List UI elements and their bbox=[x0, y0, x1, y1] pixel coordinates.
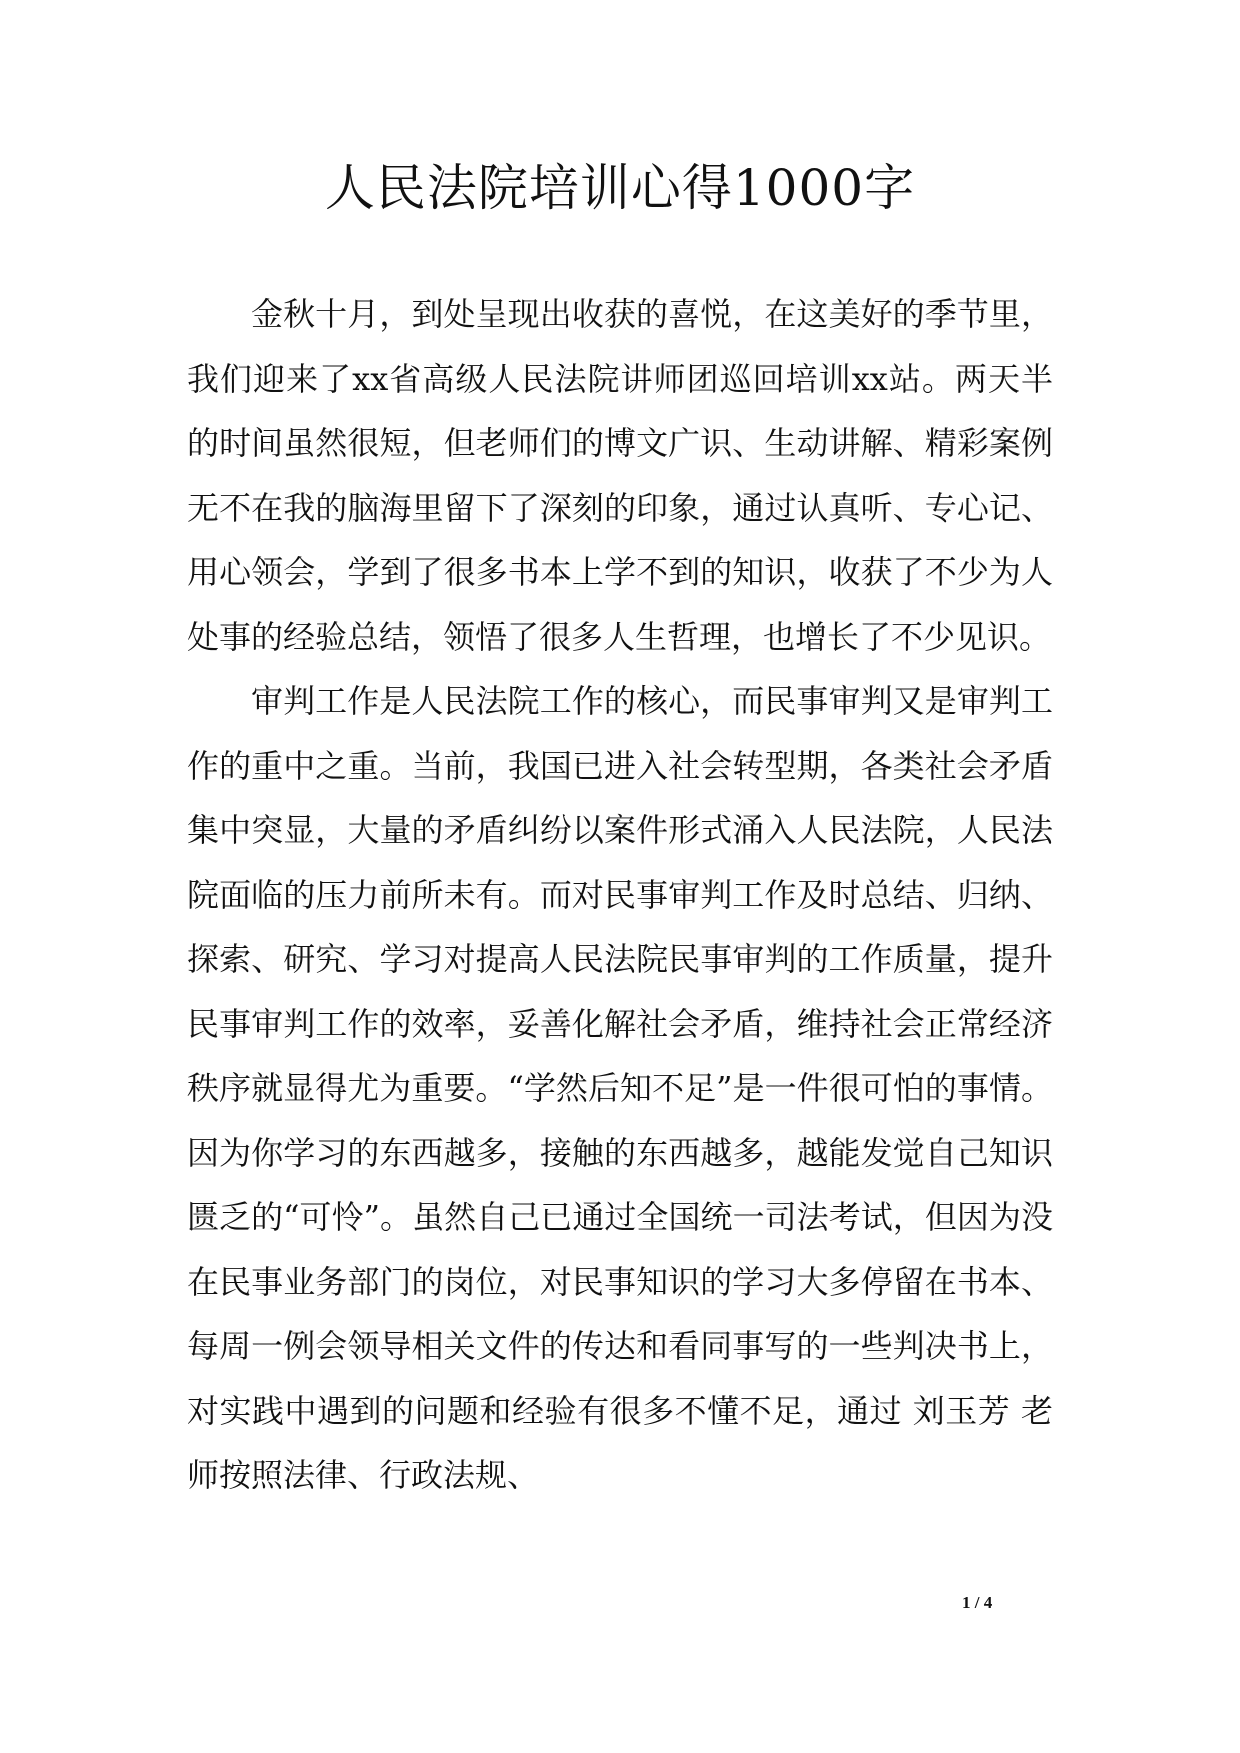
paragraph: 金秋十月，到处呈现出收获的喜悦，在这美好的季节里，我们迎来了xx省高级人民法院讲师团巡回培训xx站。两天半的时间虽然很短，但老师们的博文广识、生动讲解、精彩案例无不在我的脑海里留下了深刻的印象，通过认真听、专心记、用心领会，学到了很多书本上学不到的知识，收获了不少为人处事的经验总结，领悟了很多人生哲理，也增长了不少见识。 bbox=[187, 295, 1053, 656]
paragraph: 审判工作是人民法院工作的核心，而民事审判又是审判工作的重中之重。当前，我国已进入社会转型期，各类社会矛盾集中突显，大量的矛盾纠纷以案件形式涌入人民法院，人民法院面临的压力前所未有。而对民事审判工作及时总结、归纳、探索、研究、学习对提高人民法院民事审判的工作质量，提升民事审判工作的效率，妥善化解社会矛盾，维持社会正常经济秩序就显得尤为重要。“学然后知不足”是一件很可怕的事情。因为你学习的东西越多，接触的东西越多，越能发觉自己知识匮乏的“可怜”。虽然自己已通过全国统一司法考试，但因为没在民事业务部门的岗位，对民事知识的学习大多停留在书本、每周一例会领导相关文件的传达和看同事写的一些判决书上，对实践中遇到的问题和经验有很多不懂不足，通过 刘玉芳 老师按照法律、行政法规、 bbox=[187, 682, 1053, 1494]
document-body bbox=[187, 282, 1053, 1508]
document-title: 人民法院培训心得1000字 bbox=[324, 159, 916, 217]
page-number: 1 / 4 bbox=[962, 1593, 993, 1612]
